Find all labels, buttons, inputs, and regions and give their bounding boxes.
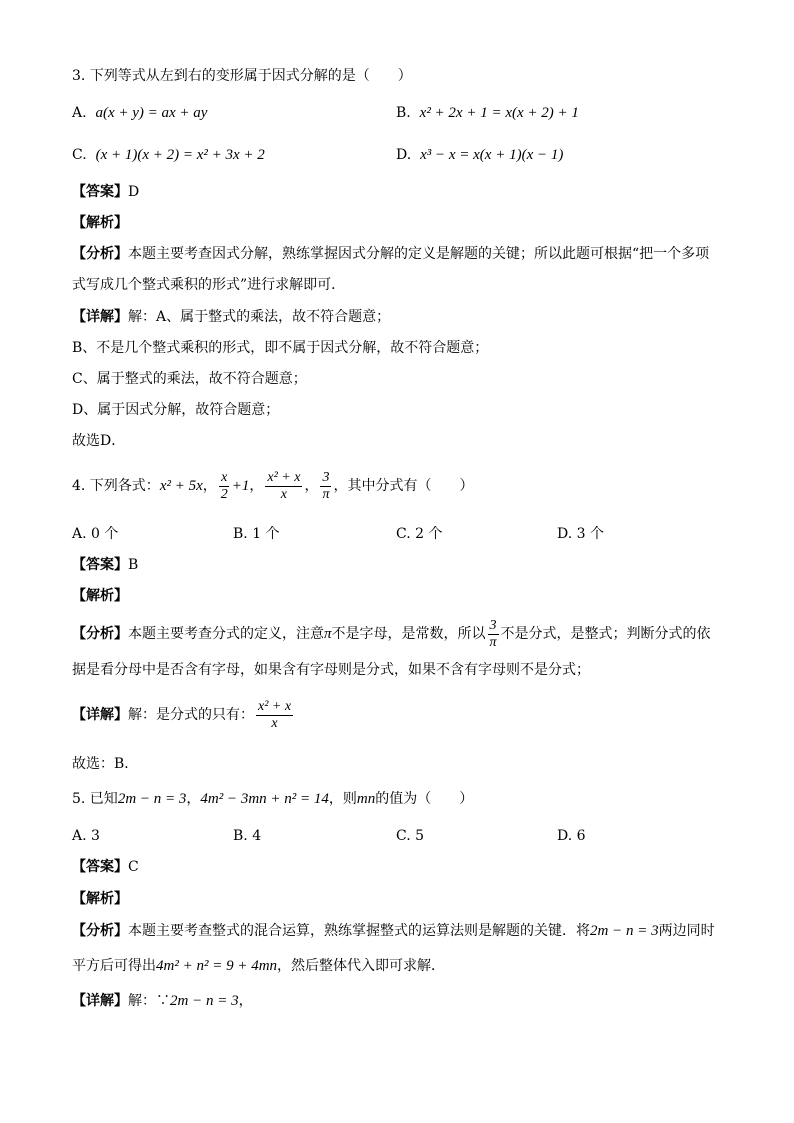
q5-option-c: C. 5 — [396, 828, 425, 844]
pi-symbol: π — [324, 626, 332, 642]
q4-detail-fraction: $\frac{\text{x² + x}}{x}$ — [258, 698, 292, 731]
q3-option-d: D. x³ − x = x(x + 1)(x − 1) — [396, 147, 564, 163]
q4-detail-line-1: 【详解】解：是分式的只有： $\frac{\text{x² + x}}{x}$ — [72, 698, 292, 731]
q4-stem: 4. 下列各式：x² + 5x， $\frac{x}{2}$ +1， $\frac{\text{x² + x}}{x}$ ， $\frac{3}{\pi}$ ，其中分式有（ ） — [72, 469, 474, 502]
q3-option-c-math: (x + 1)(x + 2) = x² + 3x + 2 — [95, 147, 265, 163]
q4-option-c: C. 2 个 — [396, 526, 443, 542]
q3-answer: 【答案】D — [72, 184, 140, 200]
q4-fenxi-line-1: 【分析】本题主要考查分式的定义，注意π不是字母，是常数，所以 $\frac{3}{\pi}$ 不是分式，是整式；判断分式的依 — [72, 617, 711, 650]
q5-condition-1: 2m − n = 3 — [117, 791, 187, 807]
q4-fraction-3: $\frac{3}{\pi}$ — [322, 469, 330, 502]
q3-option-b-math: x² + 2x + 1 = x(x + 2) + 1 — [419, 105, 579, 121]
q4-fraction-1: $\frac{x}{2}$ — [220, 469, 228, 502]
q4-conclusion: 故选：B． — [72, 756, 139, 772]
q5-option-b: B. 4 — [233, 828, 262, 844]
q4-fraction-2: $\frac{\text{x² + x}}{x}$ — [267, 469, 301, 502]
q4-analysis-tag: 【解析】 — [72, 588, 128, 604]
q3-detail-line-4: D、属于因式分解，故符合题意； — [72, 402, 280, 418]
q3-analysis-tag: 【解析】 — [72, 215, 128, 231]
q5-analysis-tag: 【解析】 — [72, 891, 128, 907]
q3-fenxi-line-1: 【分析】本题主要考查因式分解，熟练掌握因式分解的定义是解题的关键；所以此题可根据“把一个多项 — [72, 246, 710, 262]
q3-option-a: A. a(x + y) = ax + ay — [72, 105, 208, 121]
q3-detail-line-3: C、属于整式的乘法，故不符合题意； — [72, 371, 307, 387]
q4-option-b: B. 1 个 — [233, 526, 280, 542]
q3-conclusion: 故选D． — [72, 433, 126, 449]
q5-target: mn — [356, 791, 376, 807]
q3-option-a-math: a(x + y) = ax + ay — [95, 105, 208, 121]
q4-fenxi-line-2: 据是看分母中是否含有字母，如果含有字母则是分式，如果不含有字母则不是分式； — [72, 662, 590, 678]
q5-fenxi-line-2: 平方后可得出4m² + n² = 9 + 4mn，然后整体代入即可求解． — [72, 958, 446, 974]
q3-option-c: C. (x + 1)(x + 2) = x² + 3x + 2 — [72, 147, 265, 163]
q4-answer: 【答案】B — [72, 557, 139, 573]
q5-option-a: A. 3 — [72, 828, 100, 844]
q4-expr-1: x² + 5x — [159, 478, 203, 494]
q3-option-b: B. x² + 2x + 1 = x(x + 2) + 1 — [396, 105, 579, 121]
q4-option-d: D. 3 个 — [557, 526, 604, 542]
q4-fenxi-fraction: $\frac{3}{\pi}$ — [489, 617, 497, 650]
q5-fenxi-line-1: 【分析】本题主要考查整式的混合运算，熟练掌握整式的运算法则是解题的关键．将2m − n = 3两边同时 — [72, 923, 715, 939]
q5-option-d: D. 6 — [557, 828, 586, 844]
q5-condition-2: 4m² − 3mn + n² = 14 — [200, 791, 329, 807]
q5-detail-line-1: 【详解】解：∵2m − n = 3， — [72, 993, 253, 1009]
q5-answer: 【答案】C — [72, 859, 139, 875]
q5-stem: 5. 已知2m − n = 3，4m² − 3mn + n² = 14，则mn的值为（ ） — [72, 791, 474, 807]
q3-detail-line-1: 【详解】解：A、属于整式的乘法，故不符合题意； — [72, 309, 391, 325]
q3-fenxi-line-2: 式写成几个整式乘积的形式”进行求解即可． — [72, 277, 346, 293]
q4-option-a: A. 0 个 — [72, 526, 119, 542]
q3-option-d-math: x³ − x = x(x + 1)(x − 1) — [420, 147, 564, 163]
q3-detail-line-2: B、不是几个整式乘积的形式，即不属于因式分解，故不符合题意； — [72, 340, 489, 356]
q3-stem: 3. 下列等式从左到右的变形属于因式分解的是（ ） — [72, 68, 412, 84]
